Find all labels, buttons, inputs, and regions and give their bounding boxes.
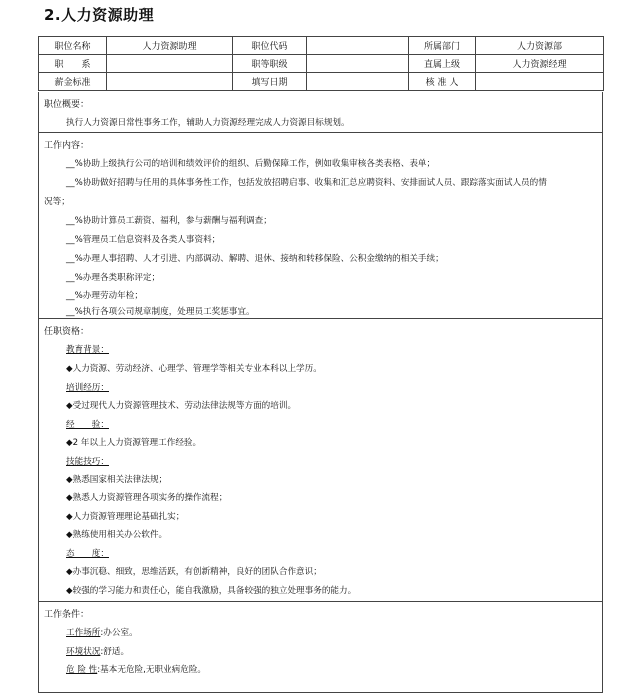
qualification-heading: 经 验：	[66, 420, 109, 430]
value-cell: 人力资源部	[476, 37, 604, 55]
section-title: 工作内容：	[44, 141, 90, 151]
overview-text: 执行人力资源日常性事务工作，辅助人力资源经理完成人力资源目标规划。	[66, 118, 350, 128]
label-cell: 职位代码	[233, 37, 307, 55]
qualification-heading: 态 度：	[66, 549, 109, 559]
page-title: 2.人力资源助理	[44, 6, 155, 24]
list-item: ◆人力资源管理理论基础扎实；	[66, 512, 185, 522]
list-item: __%执行各项公司规章制度，处理员工奖惩事宜。	[66, 307, 255, 317]
list-item: ◆办事沉稳、细致，思维活跃，有创新精神，良好的团队合作意识；	[66, 567, 322, 577]
value-cell	[107, 55, 233, 73]
table-row	[39, 55, 604, 73]
qualification-heading: 教育背景：	[66, 345, 109, 355]
table-row	[39, 73, 604, 91]
label-cell: 所属部门	[409, 37, 476, 55]
value-cell	[307, 73, 409, 91]
list-item: ◆人力资源、劳动经济、心理学、管理学等相关专业本科以上学历。	[66, 364, 322, 374]
value-cell	[307, 37, 409, 55]
qualifications-section	[38, 319, 603, 602]
label-cell: 核 准 人	[409, 73, 476, 91]
label-cell: 薪金标准	[39, 73, 107, 91]
value-cell	[107, 73, 233, 91]
list-item: ◆受过现代人力资源管理技术、劳动法律法规等方面的培训。	[66, 401, 297, 411]
condition-value: 舒适。	[103, 647, 130, 657]
list-item: __%协助上级执行公司的培训和绩效评价的组织、后勤保障工作，例如收集审核各类表格、表单；	[66, 159, 436, 169]
value-cell: 人力资源经理	[476, 55, 604, 73]
list-item: 况等；	[44, 197, 70, 207]
qualification-heading: 技能技巧：	[66, 457, 109, 467]
list-item: ◆熟练使用相关办公软件。	[66, 530, 168, 540]
list-item: __%协助做好招聘与任用的具体事务性工作，包括发放招聘启事、收集和汇总应聘资料、安排面试人员、跟踪落实面试人员的情	[66, 178, 547, 188]
condition-value: 办公室。	[103, 628, 138, 638]
section-title: 工作条件：	[44, 610, 90, 620]
condition-value: 基本无危险,无职业病危险。	[100, 665, 207, 675]
condition-label: 环境状况	[66, 647, 101, 657]
list-item: ◆熟悉人力资源管理各项实务的操作流程；	[66, 493, 228, 503]
qualification-heading: 培训经历：	[66, 383, 109, 393]
table-row	[39, 37, 604, 55]
condition-label: 工作场所	[66, 628, 101, 638]
value-cell	[307, 55, 409, 73]
value-cell	[476, 73, 604, 91]
list-item: __%办理劳动年检；	[66, 291, 143, 301]
duties-section	[38, 133, 603, 319]
label-cell: 职位名称	[39, 37, 107, 55]
list-item: ◆较强的学习能力和责任心，能自我激励，具备较强的独立处理事务的能力。	[66, 586, 357, 596]
label-cell: 填写日期	[233, 73, 307, 91]
conditions-section	[38, 602, 603, 693]
overview-section	[38, 92, 603, 133]
list-item: 工作场所:办公室。	[66, 628, 138, 638]
list-item: __%管理员工信息资料及各类人事资料；	[66, 235, 221, 245]
list-item: __%办理各类职称评定；	[66, 273, 161, 283]
list-item: ◆2 年以上人力资源管理工作经验。	[66, 438, 202, 448]
list-item: 环境状况:舒适。	[66, 647, 130, 657]
section-title: 职位概要：	[44, 100, 90, 110]
condition-label: 危 险 性	[66, 665, 98, 675]
list-item: __%办理人事招聘、人才引进、内部调动、解聘、退休、接纳和转移保险、公积金缴纳的相关手续；	[66, 254, 444, 264]
list-item: ◆熟悉国家相关法律法规；	[66, 475, 168, 485]
list-item: __%协助计算员工薪资、福利，参与薪酬与福利调查；	[66, 216, 272, 226]
value-cell: 人力资源助理	[107, 37, 233, 55]
label-cell: 直属上级	[409, 55, 476, 73]
list-item: 危 险 性:基本无危险,无职业病危险。	[66, 665, 207, 675]
label-cell: 职 系	[39, 55, 107, 73]
label-cell: 职等职级	[233, 55, 307, 73]
section-title: 任职资格：	[44, 327, 90, 337]
job-info-table	[38, 36, 604, 91]
